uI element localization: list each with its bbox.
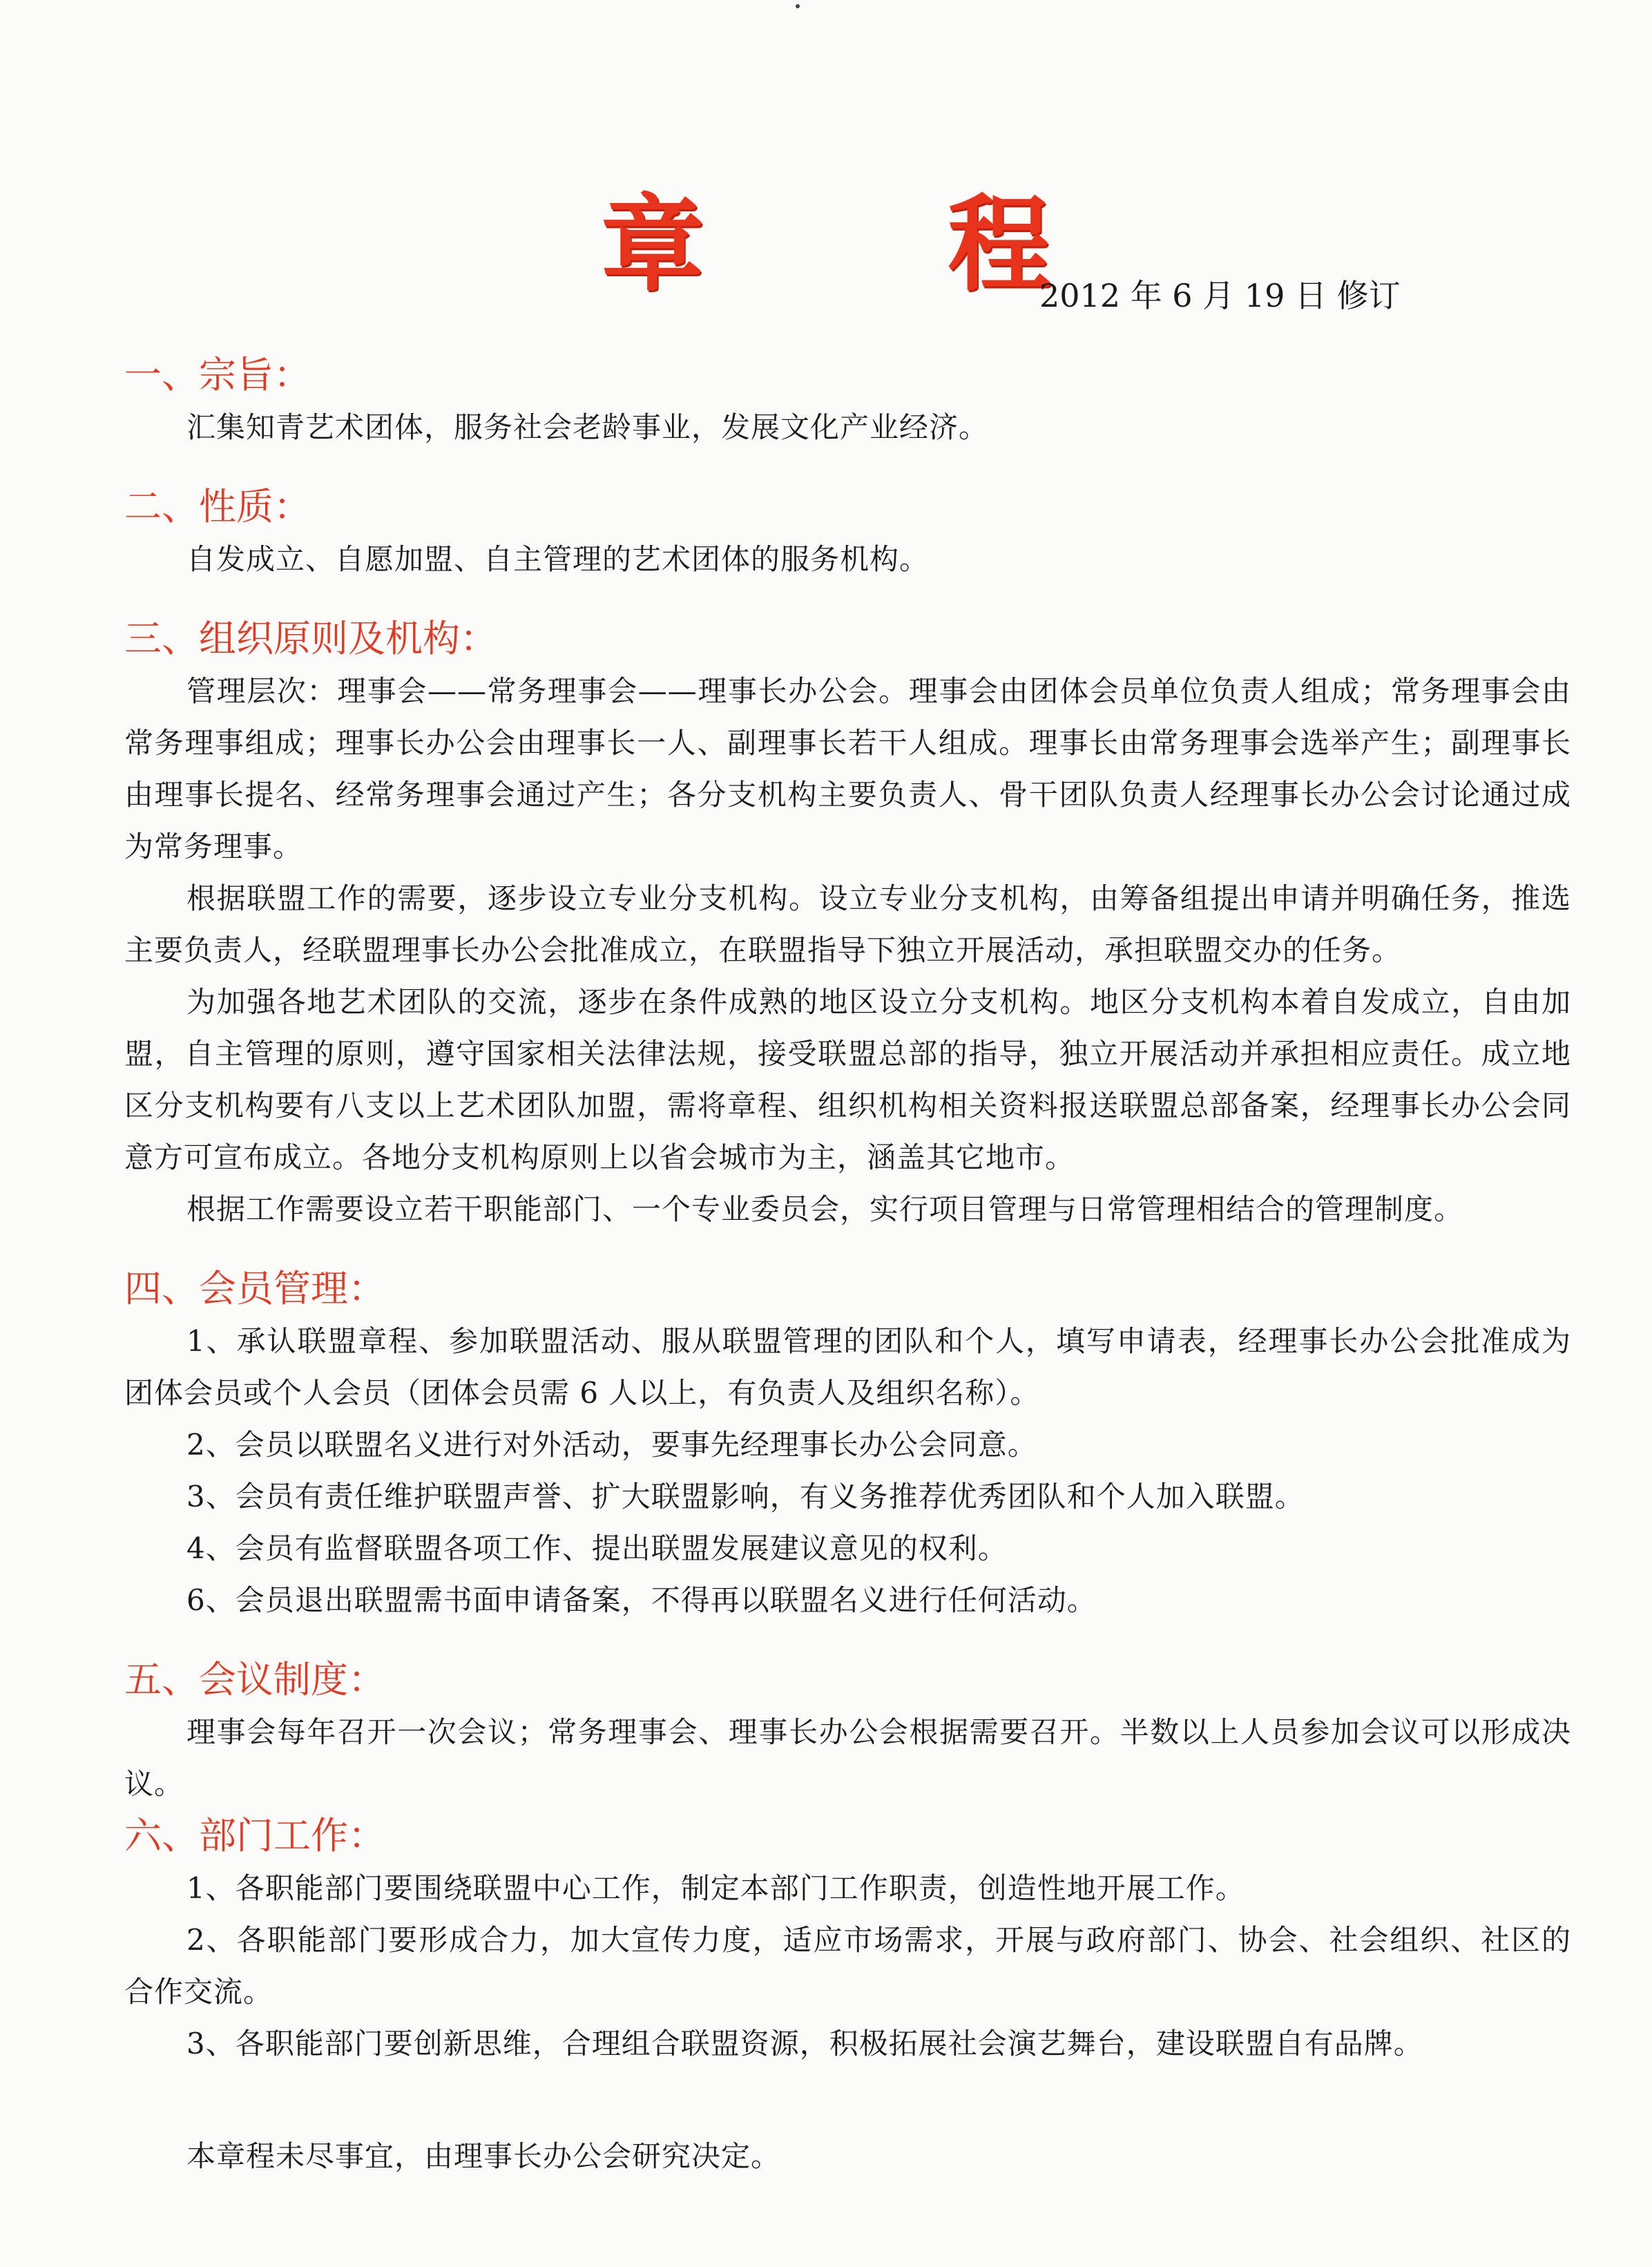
section-nature [124, 481, 1571, 585]
paragraph: 2、各职能部门要形成合力，加大宣传力度，适应市场需求，开展与政府部门、协会、社会组织、社区的合作交流。 [124, 1923, 1571, 2009]
section-meetings [124, 1654, 1571, 1810]
scan-speck [796, 4, 800, 8]
paragraph: 为加强各地艺术团队的交流，逐步在条件成熟的地区设立分支机构。地区分支机构本着自发成立，自由加盟，自主管理的原则，遵守国家相关法律法规，接受联盟总部的指导，独立开展活动并承担相应责任。成立地区分支机构要有八支以上艺术团队加盟，需将章程、组织机构相关资料报送联盟总部备案，经理事长办公会同意方可宣布成立。各地分支机构原则上以省会城市为主，涵盖其它地市。 [124, 985, 1571, 1174]
paragraph: 1、各职能部门要围绕联盟中心工作，制定本部门工作职责，创造性地开展工作。 [186, 1871, 1245, 1905]
paragraph: 2、会员以联盟名义进行对外活动，要事先经理事长办公会同意。 [186, 1428, 1037, 1462]
section-organization [124, 613, 1571, 1235]
section-heading: 四、会员管理： [124, 1267, 385, 1310]
section-heading: 一、宗旨： [124, 353, 311, 396]
paragraph: 根据联盟工作的需要，逐步设立专业分支机构。设立专业分支机构，由筹备组提出申请并明确任务，推选主要负责人，经联盟理事长办公会批准成立，在联盟指导下独立开展活动，承担联盟交办的任务。 [124, 881, 1571, 967]
paragraph: 根据工作需要设立若干职能部门、一个专业委员会，实行项目管理与日常管理相结合的管理制度。 [186, 1192, 1464, 1226]
document-body [124, 349, 1571, 2182]
section-heading: 三、组织原则及机构： [124, 617, 497, 660]
section-heading: 二、性质： [124, 485, 311, 528]
revision-date: 2012 年 6 月 19 日 修订 [1039, 277, 1401, 314]
paragraph: 管理层次：理事会——常务理事会——理事长办公会。理事会由团体会员单位负责人组成；常务理事会由常务理事组成；理事长办公会由理事长一人、副理事长若干人组成。理事长由常务理事会选举产生；副理事长由理事长提名、经常务理事会通过产生；各分支机构主要负责人、骨干团队负责人经理事长办公会讨论通过成为常务理事。 [124, 674, 1571, 863]
section-heading: 五、会议制度： [124, 1658, 385, 1701]
paragraph: 汇集知青艺术团体，服务社会老龄事业，发展文化产业经济。 [186, 410, 989, 444]
section-heading: 六、部门工作： [124, 1814, 385, 1857]
document-title: 章 程 [600, 185, 1155, 305]
section-membership [124, 1263, 1571, 1626]
closing-statement: 本章程未尽事宜，由理事长办公会研究决定。 [186, 2139, 781, 2173]
paragraph: 1、承认联盟章程、参加联盟活动、服从联盟管理的团队和个人，填写申请表，经理事长办公会批准成为团体会员或个人会员（团体会员需 6 人以上，有负责人及组织名称）。 [124, 1324, 1571, 1410]
paragraph: 3、会员有责任维护联盟声誉、扩大联盟影响，有义务推荐优秀团队和个人加入联盟。 [186, 1480, 1305, 1513]
section-purpose [124, 349, 1571, 453]
paragraph: 理事会每年召开一次会议；常务理事会、理事长办公会根据需要召开。半数以上人员参加会议可以形成决议。 [124, 1715, 1571, 1801]
paragraph: 自发成立、自愿加盟、自主管理的艺术团体的服务机构。 [186, 542, 930, 576]
paragraph: 4、会员有监督联盟各项工作、提出联盟发展建议意见的权利。 [186, 1531, 1008, 1565]
paragraph: 3、各职能部门要创新思维，合理组合联盟资源，积极拓展社会演艺舞台，建设联盟自有品牌。 [186, 2027, 1423, 2060]
paragraph: 6、会员退出联盟需书面申请备案，不得再以联盟名义进行任何活动。 [186, 1583, 1097, 1617]
section-departments [124, 1810, 1571, 2069]
